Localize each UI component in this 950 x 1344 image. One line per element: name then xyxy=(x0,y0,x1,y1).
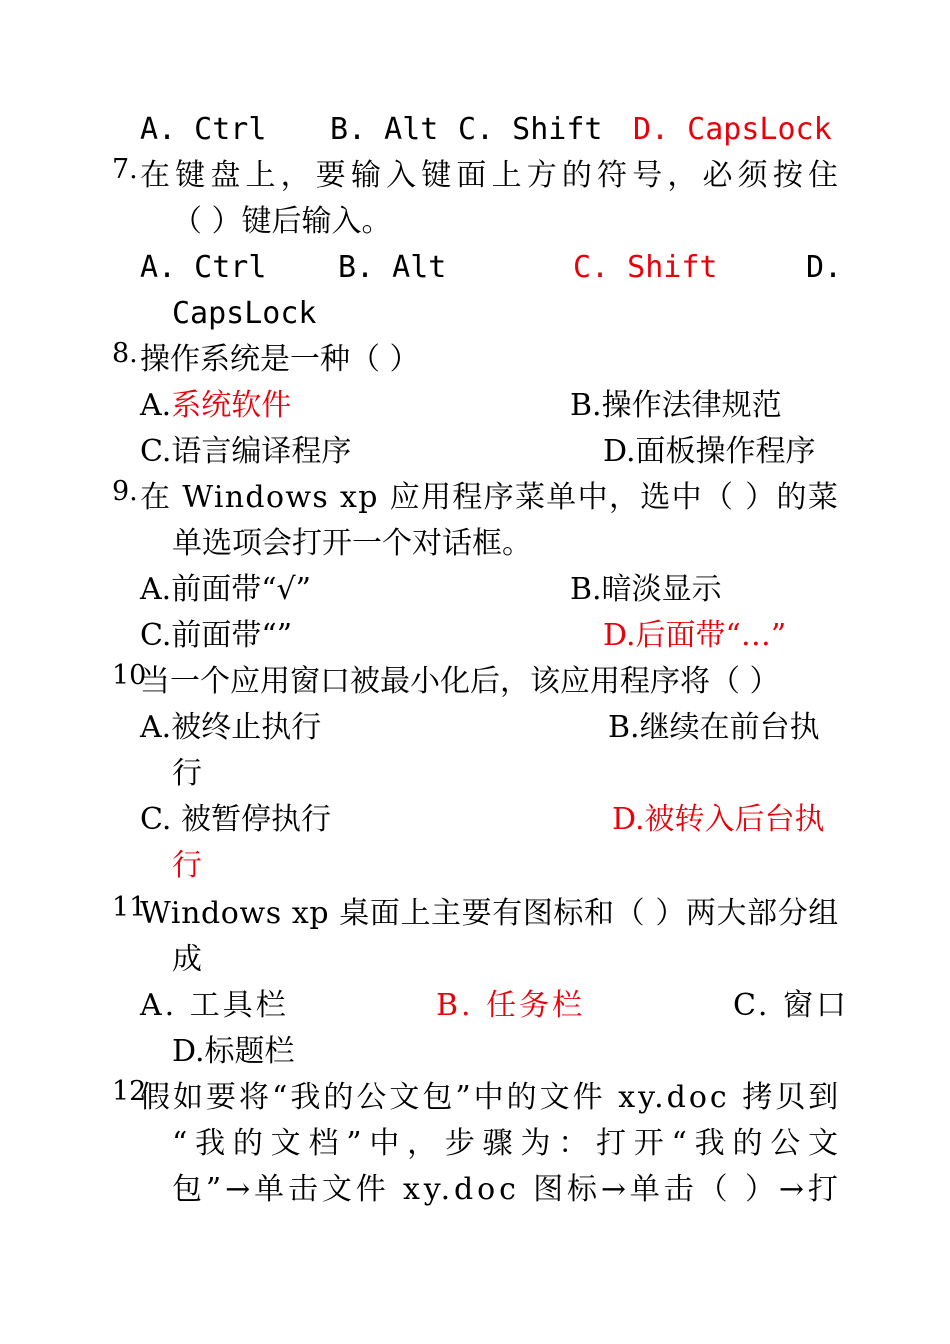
q12-stem-line2: “我的文档”中，步骤为：打开“我的公文 xyxy=(172,1126,846,1161)
q7-option-d-continued: CapsLock xyxy=(172,296,317,331)
q9-stem-line2: 单选项会打开一个对话框。 xyxy=(172,526,532,561)
q11-stem-line1: Windows xp 桌面上主要有图标和（ ）两大部分组 xyxy=(140,896,839,931)
q12-stem-line3: 包”→单击文件 xy.doc 图标→单击（ ）→打 xyxy=(172,1172,842,1207)
q10-option-b-continued: 行 xyxy=(172,756,202,791)
q9-stem-line1: 在 Windows xp 应用程序菜单中，选中（ ）的菜 xyxy=(140,480,840,515)
q8-option-a-prefix: A. xyxy=(140,388,172,423)
q9-option-c: C.前面带“” xyxy=(140,618,293,653)
q11-option-d: D.标题栏 xyxy=(172,1034,295,1069)
q10-option-c: C. 被暂停执行 xyxy=(140,802,331,837)
q9-option-a: A.前面带“√” xyxy=(140,572,311,607)
q9-number: 9. xyxy=(112,476,138,507)
q9-option-d-answer: D.后面带“…” xyxy=(603,618,787,653)
q10-option-d-answer: D.被转入后台执 xyxy=(612,802,825,837)
q11-option-a: A. 工具栏 xyxy=(140,988,289,1023)
q12-stem-line1: 假如要将“我的公文包”中的文件 xy.doc 拷贝到 xyxy=(140,1080,842,1115)
q10-number: 10 xyxy=(112,660,147,691)
q10-option-a: A.被终止执行 xyxy=(140,710,322,745)
q11-option-c: C. 窗口 xyxy=(733,988,849,1023)
q7-option-c-answer: C. Shift xyxy=(573,250,718,285)
q8-option-d: D.面板操作程序 xyxy=(603,434,816,469)
q7-option-d: D. xyxy=(806,250,843,285)
q10-option-d-continued: 行 xyxy=(172,848,202,883)
q7-stem-line2: （ ）键后输入。 xyxy=(172,204,392,239)
q6-option-d-answer: D. CapsLock xyxy=(633,112,832,147)
q7-option-a: A. Ctrl xyxy=(140,250,267,285)
q6-option-c: C. Shift xyxy=(458,112,603,147)
q11-option-b-answer: B. 任务栏 xyxy=(436,988,586,1023)
q10-option-b: B.继续在前台执 xyxy=(608,710,820,745)
q8-option-a-answer: 系统软件 xyxy=(171,388,292,423)
q8-stem: 操作系统是一种（ ） xyxy=(140,342,420,377)
q8-option-c: C.语言编译程序 xyxy=(140,434,352,469)
q7-number: 7. xyxy=(112,154,138,185)
q7-stem-line1: 在键盘上，要输入键面上方的符号，必须按住 xyxy=(140,158,844,193)
q12-number: 12 xyxy=(112,1076,147,1107)
q8-option-a xyxy=(140,388,291,424)
q10-stem: 当一个应用窗口被最小化后，该应用程序将（ ） xyxy=(140,664,780,699)
q9-option-b: B.暗淡显示 xyxy=(570,572,722,607)
q8-number: 8. xyxy=(112,338,138,369)
q11-number: 11 xyxy=(112,892,147,923)
q6-option-b: B. Alt xyxy=(330,112,439,147)
q7-option-b: B. Alt xyxy=(338,250,447,285)
q11-stem-line2: 成 xyxy=(172,942,202,977)
q6-option-a: A. Ctrl xyxy=(140,112,267,147)
q8-option-b: B.操作法律规范 xyxy=(570,388,782,423)
